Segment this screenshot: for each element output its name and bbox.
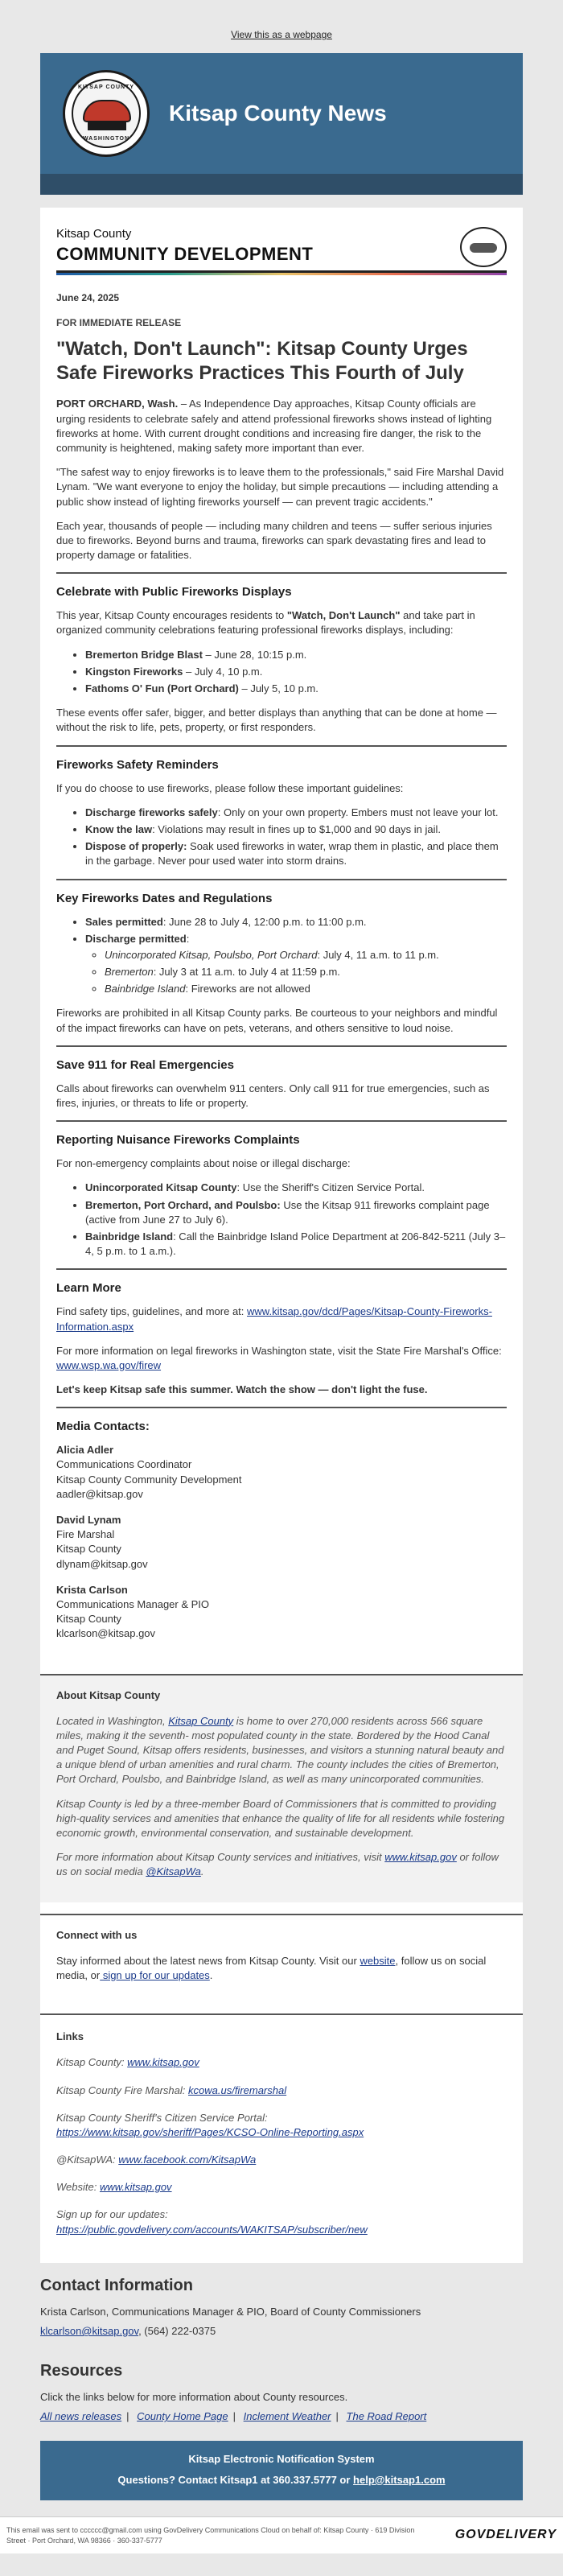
nuisance-list xyxy=(85,1181,507,1259)
closing-text: Let's keep Kitsap safe this summer. Watch the show — don't light the fuse. xyxy=(56,1383,428,1396)
banner-stripe xyxy=(40,174,523,195)
intro-c: and take part in organized community celebrations featuring professional fireworks displays, including: xyxy=(56,609,475,637)
save911-heading: Save 911 for Real Emergencies xyxy=(56,1057,234,1072)
list-item xyxy=(85,665,507,679)
learn-p1-text: Find safety tips, guidelines, and more at: xyxy=(56,1305,248,1318)
website-link[interactable]: www.kitsap.gov xyxy=(99,2181,172,2194)
item-detail: Use the Kitsap 911 fireworks complaint page (active from June 27 to July 6). xyxy=(85,1198,490,1226)
about-p1a: Located in Washington, xyxy=(56,1714,169,1727)
dept-logo-icon xyxy=(460,227,507,267)
signup-link[interactable]: sign up for our updates xyxy=(100,1968,210,1981)
kitsap-county-link[interactable]: Kitsap County xyxy=(168,1714,234,1727)
list-item xyxy=(85,1198,507,1227)
dateline: PORT ORCHARD, Wash. xyxy=(56,398,179,410)
color-divider xyxy=(56,273,507,275)
view-webpage-bar xyxy=(0,0,563,53)
link-row xyxy=(56,2055,507,2070)
link-row xyxy=(56,2153,507,2167)
connect-b: , follow us on social media, or xyxy=(56,1954,487,1981)
subscribe-link[interactable]: https://public.govdelivery.com/accounts/WAKITSAP/subscriber/new xyxy=(56,2223,368,2236)
learn-p1 xyxy=(56,1304,507,1333)
section-celebrate xyxy=(56,572,507,735)
sub-detail: : July 4, 11 a.m. to 11 p.m. xyxy=(317,948,439,961)
item-name: Discharge permitted xyxy=(85,932,187,945)
item-name: Unincorporated Kitsap County xyxy=(85,1181,237,1194)
list-item xyxy=(85,806,507,820)
contact-line: Communications Manager & PIO xyxy=(56,1597,210,1610)
learn-p2-text: For more information on legal fireworks in Washington state, visit the State Fire Marshal's Office: xyxy=(56,1344,502,1357)
dates-outro: Fireworks are prohibited in all Kitsap County parks. Be courteous to your neighbors and mindful of the impact fireworks can have on pets, veterans, and others sensitive to loud noise. xyxy=(56,1007,498,1034)
media-contact xyxy=(56,1583,507,1642)
article-p3: Each year, thousands of people — including many children and teens — suffer serious injuries due to fireworks. Beyond burns and trauma, fireworks can spark devastating fires and lead to property damage or fatalities. xyxy=(56,519,492,562)
section-nuisance xyxy=(56,1120,507,1259)
release-label: FOR IMMEDIATE RELEASE xyxy=(56,316,182,328)
release-date: June 24, 2025 xyxy=(56,291,120,303)
media-contact xyxy=(56,1443,507,1502)
sub-item xyxy=(105,948,507,962)
kens-email-link[interactable]: help@kitsap1.com xyxy=(353,2473,446,2486)
county-seal-logo xyxy=(63,70,150,157)
contact-email: klcarlson@kitsap.gov xyxy=(56,1627,156,1640)
contact-email: aadler@kitsap.gov xyxy=(56,1487,143,1500)
kitsap-gov-link[interactable]: www.kitsap.gov xyxy=(127,2056,199,2069)
item-name: Kingston Fireworks xyxy=(85,665,183,678)
kitsapwa-social-link[interactable]: @KitsapWa xyxy=(146,1865,201,1878)
kitsap-gov-link[interactable]: www.kitsap.gov xyxy=(384,1851,457,1864)
kens-title: Kitsap Electronic Notification System xyxy=(188,2452,375,2465)
safety-list xyxy=(85,806,507,869)
sub-place: Unincorporated Kitsap, Poulsbo, Port Orchard xyxy=(105,948,318,961)
item-detail: : Use the Sheriff's Citizen Service Portal. xyxy=(236,1181,425,1194)
celebrate-list xyxy=(85,648,507,697)
resources-links xyxy=(40,2409,523,2424)
about-heading: About Kitsap County xyxy=(56,1688,161,1701)
sub-place: Bremerton xyxy=(105,966,154,979)
p1-text: – As Independence Day approaches, Kitsap County officials are urging residents to celebrate safely and attend professional fireworks shows instead of lighting fireworks at home. With current drought conditions and increasing fire danger, the risk to the community is heightened, making safety more important than ever. xyxy=(56,398,492,454)
view-webpage-link[interactable]: View this as a webpage xyxy=(231,29,332,40)
footer-text: This email was sent to cccccc@gmail.com using GovDelivery Communications Cloud on behalf of: Kitsap County · 619 Division Street · Port Orchard, WA 98366 · 360-337-5777 xyxy=(6,2525,415,2545)
item-detail: : xyxy=(186,932,190,945)
contact-line: Fire Marshal xyxy=(56,1528,115,1541)
item-detail: : Only on your own property. Embers must not leave your lot. xyxy=(217,806,499,818)
article-p1 xyxy=(56,397,507,455)
item-name: Bainbridge Island xyxy=(85,1230,174,1243)
intro-a: This year, Kitsap County encourages residents to xyxy=(56,609,287,622)
article-p2: "The safest way to enjoy fireworks is to leave them to the professionals," said Fire Marshal David Lynam. "We want everyone to enjoy the holiday, but simple precautions — including attending a public show instead of lighting fireworks yourself — can prevent tragic accidents." xyxy=(56,466,504,508)
about-p1 xyxy=(56,1714,507,1787)
seal-top-text: KITSAP COUNTY xyxy=(77,84,135,90)
about-p1b: is home to over 270,000 residents across 566 square miles, making it the seventh- most populated county in the state. Bordered by the Hood Canal and Puget Sound, Kitsap offers residents, businesses, and visitors a stunning natural beauty and a unique blend of urban amenities and rural charm. The county includes the cities of Bremerton, Port Orchard, Poulsbo, and Bainbridge Island, as well as many unincorporated communities. xyxy=(56,1714,504,1786)
sub-detail: : Fireworks are not allowed xyxy=(185,983,310,995)
header-banner xyxy=(40,53,523,174)
safety-heading: Fireworks Safety Reminders xyxy=(56,757,219,772)
contact-info-line2 xyxy=(40,2324,523,2339)
separator: | xyxy=(335,2410,339,2423)
item-name: Discharge fireworks safely xyxy=(85,806,218,818)
inclement-weather-link[interactable]: Inclement Weather xyxy=(243,2410,331,2423)
section-911 xyxy=(56,1045,507,1111)
list-item xyxy=(85,648,507,662)
county-home-link[interactable]: County Home Page xyxy=(137,2410,228,2423)
contact-name: Krista Carlson xyxy=(56,1583,128,1596)
learn-p2 xyxy=(56,1344,507,1373)
learn-closing xyxy=(56,1383,507,1397)
link-label: Kitsap County Sheriff's Citizen Service Portal: xyxy=(56,2111,268,2124)
links-section xyxy=(40,2013,523,2263)
about-p3a: For more information about Kitsap County services and initiatives, visit xyxy=(56,1851,385,1864)
separator: | xyxy=(232,2410,236,2423)
list-item xyxy=(85,682,507,696)
connect-heading: Connect with us xyxy=(56,1928,138,1941)
dates-list xyxy=(85,915,507,997)
sheriff-portal-link[interactable]: https://www.kitsap.gov/sheriff/Pages/KCSO-Online-Reporting.aspx xyxy=(56,2125,364,2138)
link-label: Sign up for our updates: xyxy=(56,2208,168,2221)
resources-heading: Resources xyxy=(40,2362,123,2380)
list-item xyxy=(85,839,507,868)
contact-name: Alicia Adler xyxy=(56,1444,114,1457)
fire-marshal-link[interactable]: www.wsp.wa.gov/firew xyxy=(56,1358,162,1371)
contact-info-line1: Krista Carlson, Communications Manager & PIO, Board of County Commissioners xyxy=(40,2305,421,2318)
link-label: Kitsap County: xyxy=(56,2056,128,2069)
contact-line: Communications Coordinator xyxy=(56,1458,192,1471)
fireworks-info-link[interactable]: www.kitsap.gov/dcd/Pages/Kitsap-County-Fireworks-Information.aspx xyxy=(56,1305,492,1333)
celebrate-outro: These events offer safer, bigger, and better displays than anything that can be done at home — without the risk to life, pets, property, or first responders. xyxy=(56,707,497,734)
item-detail: – July 4, 10 p.m. xyxy=(183,665,263,678)
save911-body: Calls about fireworks can overwhelm 911 centers. Only call 911 for true emergencies, such as fires, injuries, or threats to life or property. xyxy=(56,1082,490,1110)
item-name: Know the law xyxy=(85,822,153,835)
list-item xyxy=(85,822,507,837)
section-learn xyxy=(56,1268,507,1397)
link-label: @KitsapWA: xyxy=(56,2154,119,2166)
item-detail: : Call the Bainbridge Island Police Department at 206-842-5211 (July 3–4, 5 p.m. to 1 a.m.). xyxy=(85,1230,506,1258)
about-p3b: or follow us on social media xyxy=(56,1851,499,1878)
connect-text xyxy=(56,1954,507,1983)
contact-name: David Lynam xyxy=(56,1514,121,1527)
section-safety xyxy=(56,745,507,869)
contact-email-link[interactable]: klcarlson@kitsap.gov xyxy=(40,2325,139,2338)
item-name: Dispose of properly: xyxy=(85,840,187,853)
link-row xyxy=(56,2083,507,2098)
outer-footer xyxy=(0,2274,563,2425)
about-p3 xyxy=(56,1850,507,1879)
item-detail: : June 28 to July 4, 12:00 p.m. to 11:00 p.m. xyxy=(162,915,367,928)
connect-a: Stay informed about the latest news from Kitsap County. Visit our xyxy=(56,1954,360,1967)
nuisance-heading: Reporting Nuisance Fireworks Complaints xyxy=(56,1133,300,1148)
celebrate-intro xyxy=(56,608,507,637)
item-detail: Soak used fireworks in water, wrap them in plastic, and place them in the garbage. Never pour used water into storm drains. xyxy=(85,840,499,868)
link-label: Kitsap County Fire Marshal: xyxy=(56,2083,189,2096)
contact-info-heading: Contact Information xyxy=(40,2276,193,2294)
separator: | xyxy=(126,2410,129,2423)
section-media xyxy=(56,1407,507,1641)
contact-line: Kitsap County Community Development xyxy=(56,1473,242,1486)
discharge-sublist xyxy=(105,948,507,997)
article-title: "Watch, Don't Launch": Kitsap County Urges Safe Fireworks Practices This Fourth of July xyxy=(56,338,468,385)
link-row xyxy=(56,2180,507,2195)
list-item xyxy=(85,915,507,929)
links-heading: Links xyxy=(56,2030,84,2043)
learn-heading: Learn More xyxy=(56,1281,121,1296)
sub-item xyxy=(105,965,507,979)
contact-line: Kitsap County xyxy=(56,1543,121,1556)
kens-banner xyxy=(40,2441,523,2500)
item-detail: – June 28, 10:15 p.m. xyxy=(202,648,307,661)
kens-questions xyxy=(40,2473,523,2487)
banner-title: Kitsap County News xyxy=(169,101,387,126)
fire-marshal-link[interactable]: kcowa.us/firemarshal xyxy=(188,2083,287,2096)
contact-line: Kitsap County xyxy=(56,1613,121,1626)
connect-c: . xyxy=(209,1968,213,1981)
connect-section xyxy=(40,1914,523,2006)
about-p2: Kitsap County is led by a three-member Board of Commissioners that is committed to providing high-quality services and amenities that enhance the quality of life for all residents while fostering economic growth, environmental conservation, and sustainable development. xyxy=(56,1797,505,1840)
item-name: Bremerton Bridge Blast xyxy=(85,648,203,661)
seal-bottom-text: WASHINGTON xyxy=(82,136,130,142)
link-row xyxy=(56,2111,507,2140)
item-name: Fathoms O' Fun (Port Orchard) xyxy=(85,682,239,695)
about-section xyxy=(40,1674,523,1902)
contact-phone: , (564) 222-0375 xyxy=(138,2325,216,2338)
nuisance-intro: For non-emergency complaints about noise or illegal discharge: xyxy=(56,1157,351,1170)
facebook-link[interactable]: www.facebook.com/KitsapWa xyxy=(118,2154,257,2166)
about-p3c: . xyxy=(200,1865,204,1878)
intro-b: "Watch, Don't Launch" xyxy=(286,609,401,622)
road-report-link[interactable]: The Road Report xyxy=(346,2410,427,2423)
department-header xyxy=(56,225,507,273)
link-row xyxy=(56,2207,507,2236)
sub-place: Bainbridge Island xyxy=(105,983,186,995)
celebrate-heading: Celebrate with Public Fireworks Displays xyxy=(56,585,292,600)
resources-intro: Click the links below for more information about County resources. xyxy=(40,2391,348,2404)
item-name: Bremerton, Port Orchard, and Poulsbo: xyxy=(85,1198,281,1211)
dates-heading: Key Fireworks Dates and Regulations xyxy=(56,891,273,905)
section-dates xyxy=(56,879,507,1036)
article-frame xyxy=(40,208,523,2263)
sub-detail: : July 3 at 11 a.m. to July 4 at 11:59 p.m. xyxy=(153,966,340,979)
safety-intro: If you do choose to use fireworks, please follow these important guidelines: xyxy=(56,781,404,794)
contact-email: dlynam@kitsap.gov xyxy=(56,1557,148,1570)
website-link[interactable]: website xyxy=(360,1954,396,1967)
item-detail: – July 5, 10 p.m. xyxy=(238,682,318,695)
sub-item xyxy=(105,982,507,996)
newsletter-frame xyxy=(40,53,523,195)
media-contact xyxy=(56,1513,507,1572)
bottom-footer xyxy=(0,2516,563,2553)
media-heading: Media Contacts: xyxy=(56,1420,150,1434)
item-detail: : Violations may result in fines up to $1,000 and 90 days in jail. xyxy=(152,822,441,835)
govdelivery-logo: GOVDELIVERY xyxy=(454,2528,557,2542)
list-item xyxy=(85,1230,507,1259)
list-item xyxy=(85,932,507,997)
link-label: Website: xyxy=(56,2181,100,2194)
dept-line2: COMMUNITY DEVELOPMENT xyxy=(56,244,314,264)
kens-q: Questions? Contact Kitsap1 at 360.337.5777 or xyxy=(117,2473,354,2486)
dept-line1: Kitsap County xyxy=(56,227,132,241)
all-news-link[interactable]: All news releases xyxy=(40,2410,122,2423)
list-item xyxy=(85,1181,507,1195)
item-name: Sales permitted xyxy=(85,915,163,928)
